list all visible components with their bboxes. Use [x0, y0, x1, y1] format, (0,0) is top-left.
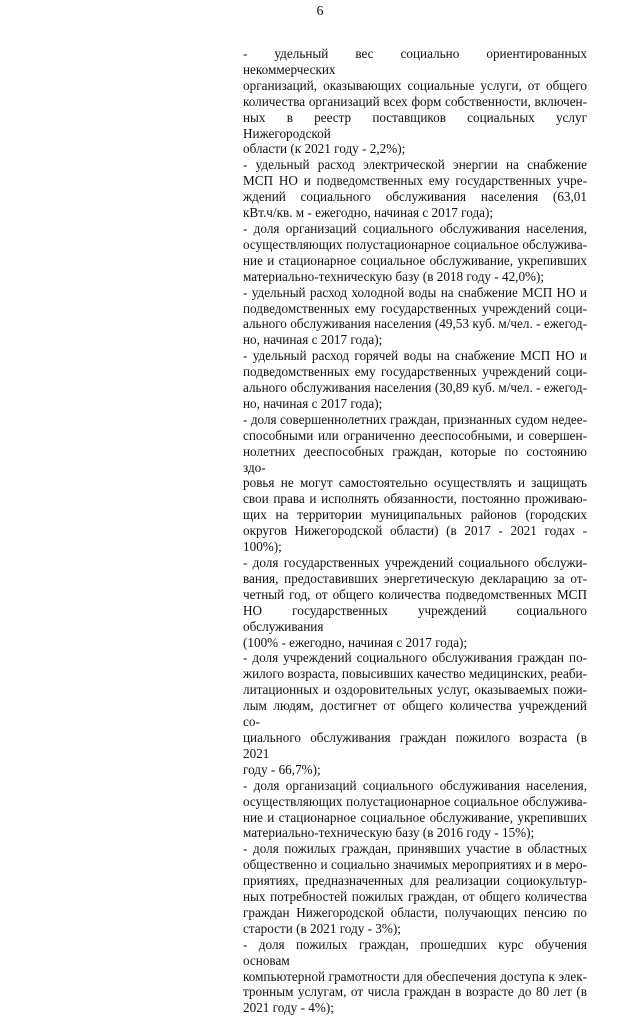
list-item — [243, 555, 587, 650]
text-line: - доля организаций социального обслуживания населения, — [243, 777, 587, 793]
text-line: литационных и оздоровительных услуг, оказываемых пожи- — [243, 682, 587, 698]
text-line: общественно и социально значимых мероприятиях и в меро- — [243, 857, 587, 873]
text-line: ных в реестр поставщиков социальных услуг Нижегородской — [243, 109, 587, 141]
document-body — [243, 46, 587, 1016]
list-item — [243, 157, 587, 221]
text-line: ных потребностей пожилых граждан, от общего количества — [243, 889, 587, 905]
list-item — [243, 221, 587, 285]
text-line: - удельный расход горячей воды на снабжение МСП НО и — [243, 348, 587, 364]
text-line: материально-техническую базу (в 2016 году - 15%); — [243, 825, 535, 841]
text-line: лым людям, достигнет от общего количества учреждений со- — [243, 698, 587, 730]
text-line: - удельный вес социально ориентированных некоммерческих — [243, 46, 587, 77]
text-line: приятиях, предназначенных для реализации социокультур- — [243, 873, 587, 889]
text-line: подведомственных ему государственных учреждений соци- — [243, 364, 587, 380]
text-line: жилого возраста, повысивших качество медицинских, реаби- — [243, 666, 587, 682]
list-item — [243, 778, 587, 842]
text-line: - доля организаций социального обслуживания населения, — [243, 220, 587, 236]
text-line: ние и стационарное социальное обслуживание, укрепивших — [243, 252, 587, 268]
text-line: году - 66,7%); — [243, 761, 321, 777]
text-line: свои права и исполнять обязанности, постоянно проживаю- — [243, 491, 587, 507]
text-line: но, начиная с 2017 года); — [243, 332, 383, 348]
text-line: ального обслуживания населения (30,89 куб. м/чел. - ежегод- — [243, 380, 587, 396]
text-line: - доля учреждений социального обслуживания граждан по- — [243, 650, 587, 666]
text-line: кВт.ч/кв. м - ежегодно, начиная с 2017 года); — [243, 205, 494, 221]
text-line: - доля пожилых граждан, принявших участие в областных — [243, 841, 587, 857]
text-line: подведомственных ему государственных учреждений соци- — [243, 300, 587, 316]
text-line: организаций, оказывающих социальные услуги, от общего — [243, 77, 587, 93]
list-item — [243, 348, 587, 412]
text-line: - доля государственных учреждений социального обслужи- — [243, 555, 587, 570]
text-line: нолетних дееспособных граждан, которые по состоянию здо- — [243, 443, 587, 475]
text-line: - доля совершеннолетних граждан, признанных судом недее- — [243, 411, 587, 427]
list-item — [243, 937, 587, 1016]
text-line: щих на территории муниципальных районов (городских — [243, 507, 587, 523]
text-line: области (к 2021 году - 2,2%); — [243, 141, 406, 157]
text-line: ждений социального обслуживания населения (63,01 — [243, 189, 587, 205]
text-line: материально-техническую базу (в 2018 году - 42,0%); — [243, 268, 545, 284]
text-line: НО государственных учреждений социального обслуживания — [243, 602, 587, 634]
text-line: компьютерной грамотности для обеспечения доступа к элек- — [243, 968, 587, 984]
text-line: (100% - ежегодно, начиная с 2017 года); — [243, 634, 468, 650]
text-line: округов Нижегородской области) (в 2017 - 2021 годах - — [243, 523, 587, 539]
text-line: четный год, от общего количества подведомственных МСП — [243, 586, 587, 602]
text-line: ние и стационарное социальное обслуживание, укрепивших — [243, 809, 587, 825]
page-number: 6 — [316, 4, 324, 19]
text-line: - удельный расход электрической энергии на снабжение — [243, 157, 587, 173]
text-line: осуществляющих полустационарное социальное обслужива- — [243, 793, 587, 809]
text-line: ровья не могут самостоятельно осуществлять и защищать — [243, 475, 587, 491]
text-line: циального обслуживания граждан пожилого возраста (в 2021 — [243, 729, 587, 761]
text-line: МСП НО и подведомственных ему государственных учре- — [243, 173, 587, 189]
text-line: 2021 году - 4%); — [243, 1000, 334, 1016]
list-item — [243, 46, 587, 157]
text-line: старости (в 2021 году - 3%); — [243, 920, 401, 936]
text-line: 100%); — [243, 539, 282, 555]
text-line: ального обслуживания населения (49,53 куб. м/чел. - ежегод- — [243, 316, 587, 332]
text-line: - удельный расход холодной воды на снабжение МСП НО и — [243, 284, 587, 300]
text-line: количества организаций всех форм собственности, включен- — [243, 93, 587, 109]
list-item — [243, 285, 587, 349]
list-item — [243, 841, 587, 936]
text-line: - доля пожилых граждан, прошедших курс обучения основам — [243, 936, 587, 968]
text-line: но, начиная с 2017 года); — [243, 395, 383, 411]
text-line: вания, предоставивших энергетическую декларацию за от- — [243, 570, 587, 586]
text-line: осуществляющих полустационарное социальное обслужива- — [243, 236, 587, 252]
text-line: граждан Нижегородской области, получающих пенсию по — [243, 904, 587, 920]
text-line: тронным услугам, от числа граждан в возрасте до 80 лет (в — [243, 984, 587, 1000]
text-line: способными или ограниченно дееспособными, и совершен- — [243, 427, 587, 443]
list-item — [243, 412, 587, 555]
list-item — [243, 650, 587, 777]
